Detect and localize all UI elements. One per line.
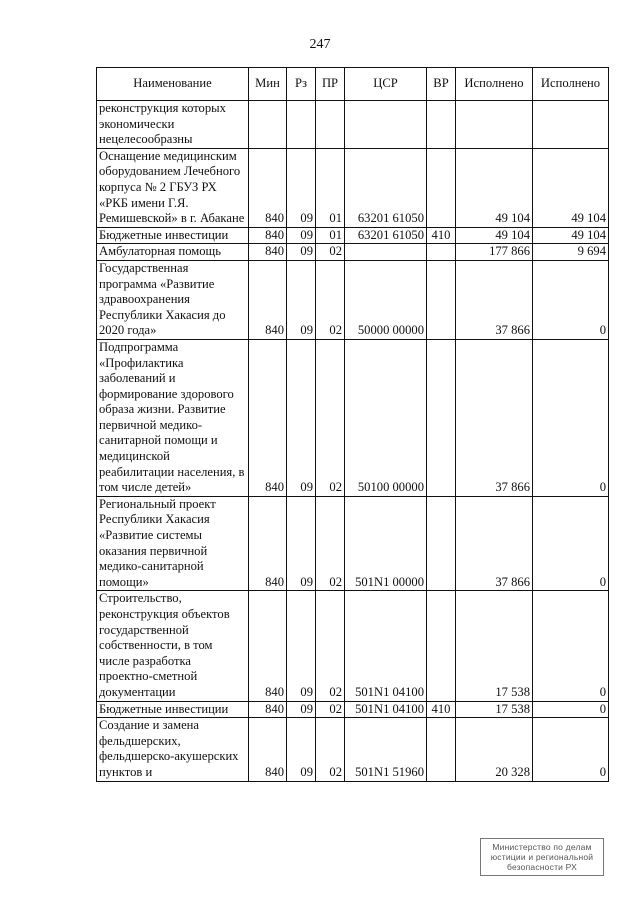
row-name: Оснащение медицинским оборудованием Лечебного корпуса № 2 ГБУЗ РХ «РКБ имени Г.Я. Ремишевской» в г. Абакане [97,148,249,227]
row-executed-1: 37 866 [456,260,533,339]
row-csr: 501N1 04100 [345,701,427,718]
row-csr: 63201 61050 [345,227,427,244]
row-min: 840 [249,339,287,496]
row-executed-2: 0 [533,701,609,718]
table-row [97,244,609,261]
row-vr: 410 [427,701,456,718]
header-pr: ПР [316,68,345,101]
row-pr: 02 [316,496,345,591]
row-rz: 09 [287,339,316,496]
row-vr [427,101,456,149]
row-csr: 63201 61050 [345,148,427,227]
table-row [97,101,609,149]
row-executed-1: 20 328 [456,718,533,781]
row-pr: 02 [316,591,345,701]
row-pr: 02 [316,701,345,718]
header-executed-1: Исполнено [456,68,533,101]
row-executed-1: 49 104 [456,227,533,244]
row-name: Бюджетные инвестиции [97,701,249,718]
row-vr: 410 [427,227,456,244]
row-rz: 09 [287,260,316,339]
row-executed-2: 0 [533,260,609,339]
row-csr: 501N1 00000 [345,496,427,591]
row-executed-1 [456,101,533,149]
row-name: Региональный проект Республики Хакасия «Развитие системы оказания первичной медико-санитарной помощи» [97,496,249,591]
header-name: Наименование [97,68,249,101]
row-min: 840 [249,718,287,781]
row-csr: 501N1 04100 [345,591,427,701]
row-executed-1: 49 104 [456,148,533,227]
row-csr: 50000 00000 [345,260,427,339]
table-row [97,148,609,227]
table-row [97,718,609,781]
row-executed-2: 0 [533,591,609,701]
row-csr: 50100 00000 [345,339,427,496]
stamp-line-2: юстиции и региональной [490,852,594,862]
stamp-line-1: Министерство по делам [492,842,592,852]
row-rz: 09 [287,148,316,227]
row-executed-2: 0 [533,718,609,781]
row-pr: 01 [316,148,345,227]
row-rz: 09 [287,701,316,718]
row-name: Бюджетные инвестиции [97,227,249,244]
row-executed-2: 0 [533,339,609,496]
row-min: 840 [249,244,287,261]
row-pr: 01 [316,227,345,244]
row-csr: 501N1 51960 [345,718,427,781]
header-csr: ЦСР [345,68,427,101]
row-vr [427,260,456,339]
ministry-stamp [480,838,604,876]
row-executed-1: 37 866 [456,339,533,496]
row-executed-1: 17 538 [456,591,533,701]
row-pr: 02 [316,244,345,261]
row-name: Амбулаторная помощь [97,244,249,261]
row-vr [427,339,456,496]
row-csr [345,244,427,261]
table-row [97,260,609,339]
row-pr: 02 [316,260,345,339]
budget-table [96,67,609,782]
header-vr: ВР [427,68,456,101]
row-min: 840 [249,591,287,701]
table-row [97,227,609,244]
row-rz: 09 [287,227,316,244]
row-executed-2: 49 104 [533,148,609,227]
row-min: 840 [249,701,287,718]
row-rz: 09 [287,244,316,261]
row-executed-1: 37 866 [456,496,533,591]
table-row [97,496,609,591]
row-executed-1: 17 538 [456,701,533,718]
row-name: реконструкция которых экономически нецелесообразны [97,101,249,149]
row-vr [427,148,456,227]
row-executed-2: 49 104 [533,227,609,244]
table-row [97,591,609,701]
row-vr [427,718,456,781]
row-min [249,101,287,149]
row-pr: 02 [316,718,345,781]
row-executed-2: 9 694 [533,244,609,261]
row-rz [287,101,316,149]
header-executed-2: Исполнено [533,68,609,101]
row-pr: 02 [316,339,345,496]
row-min: 840 [249,496,287,591]
row-vr [427,591,456,701]
row-name: Создание и замена фельдшерских, фельдшерско-акушерских пунктов и [97,718,249,781]
row-executed-2 [533,101,609,149]
header-min: Мин [249,68,287,101]
header-rz: Рз [287,68,316,101]
stamp-line-3: безопасности РХ [506,862,578,872]
table-header-row [97,68,609,101]
row-name: Подпрограмма «Профилактика заболеваний и формирование здорового образа жизни. Развитие первичной медико-санитарной помощи и медицинской реабилитации населения, в том числе детей» [97,339,249,496]
row-executed-2: 0 [533,496,609,591]
row-vr [427,496,456,591]
row-min: 840 [249,148,287,227]
page-number: 247 [309,37,331,52]
row-name: Строительство, реконструкция объектов государственной собственности, в том числе разработка проектно-сметной документации [97,591,249,701]
row-rz: 09 [287,591,316,701]
row-rz: 09 [287,718,316,781]
row-vr [427,244,456,261]
row-min: 840 [249,260,287,339]
table-row [97,339,609,496]
row-csr [345,101,427,149]
table-row [97,701,609,718]
row-rz: 09 [287,496,316,591]
row-pr [316,101,345,149]
row-min: 840 [249,227,287,244]
row-executed-1: 177 866 [456,244,533,261]
row-name: Государственная программа «Развитие здравоохранения Республики Хакасия до 2020 года» [97,260,249,339]
